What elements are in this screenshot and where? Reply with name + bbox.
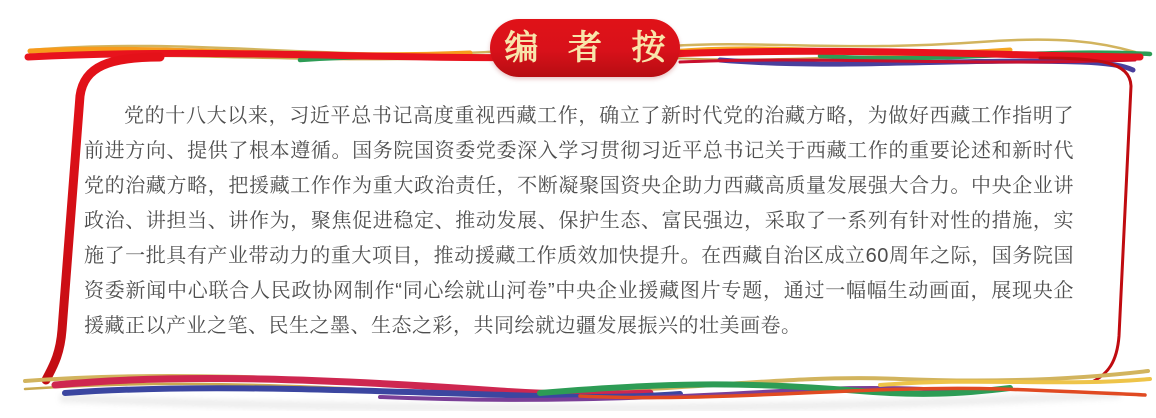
editor-note-badge bbox=[490, 19, 680, 77]
editor-note-badge-label: 编 者 按 bbox=[504, 29, 676, 67]
editor-note-paragraph: 党的十八大以来，习近平总书记高度重视西藏工作，确立了新时代党的治藏方略，为做好西藏工作指明了前进方向、提供了根本遵循。国务院国资委党委深入学习贯彻习近平总书记关于西藏工作的重要论述和新时代党的治藏方略，把援藏工作作为重大政治责任，不断凝聚国资央企助力西藏高质量发展强大合力。中央企业讲政治、讲担当、讲作为，聚焦促进稳定、推动发展、保护生态、富民强边，采取了一系列有针对性的措施，实施了一批具有产业带动力的重大项目，推动援藏工作质效加快提升。在西藏自治区成立60周年之际，国务院国资委新闻中心联合人民政协网制作“同心绘就山河卷”中央企业援藏图片专题，通过一幅幅生动画面，展现央企援藏正以产业之笔、民生之墨、生态之彩，共同绘就边疆发展振兴的壮美画卷。 bbox=[84, 105, 1074, 337]
